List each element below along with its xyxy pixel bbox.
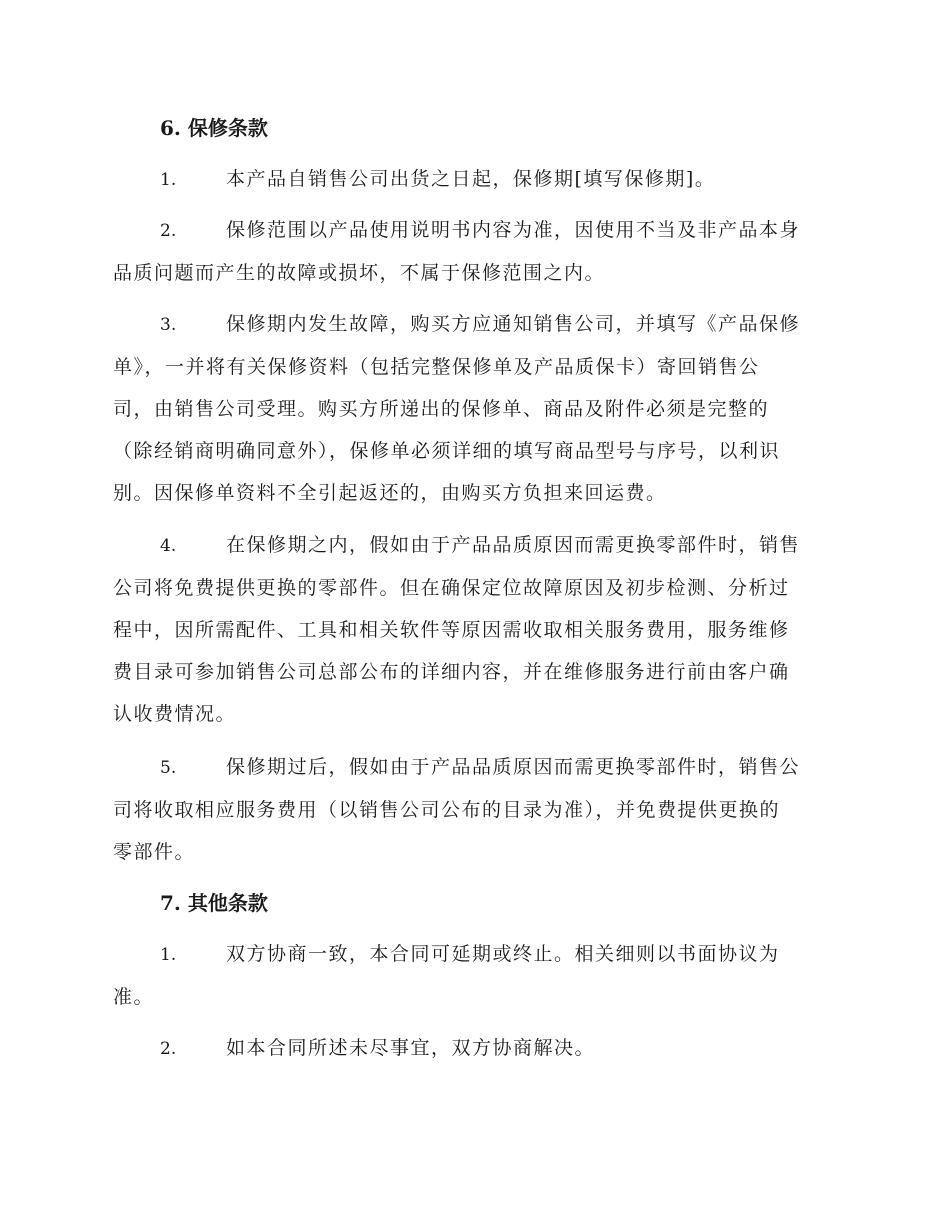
clause-line <box>113 933 853 976</box>
other-clause-2 <box>113 1027 853 1070</box>
clause-text: 在保修期之内，假如由于产品品质原因而需更换零部件时，销售 <box>226 534 801 556</box>
clause-text: 本产品自销售公司出货之日起，保修期[填写保修期]。 <box>226 168 716 190</box>
clause-line <box>113 209 853 252</box>
clause-line: 单》，一并将有关保修资料（包括完整保修单及产品质保卡）寄回销售公 <box>113 356 760 378</box>
section-heading-warranty: 6. 保修条款 <box>160 116 268 140</box>
clause-text: 保修范围以产品使用说明书内容为准，因使用不当及非产品本身 <box>226 219 801 241</box>
warranty-clause-2 <box>113 209 853 294</box>
clause-number: 1. <box>160 945 177 965</box>
clause-number: 2. <box>160 1039 177 1059</box>
clause-line: 司，由销售公司受理。购买方所递出的保修单、商品及附件必须是完整的 <box>113 398 770 420</box>
warranty-clause-4 <box>113 524 853 735</box>
clause-line: 品质问题而产生的故障或损坏，不属于保修范围之内。 <box>113 262 606 284</box>
clause-number: 3. <box>160 315 177 335</box>
clause-line: 别。因保修单资料不全引起返还的，由购买方负担来回运费。 <box>113 482 667 504</box>
warranty-clause-1 <box>113 158 853 201</box>
clause-number: 1. <box>160 170 177 190</box>
clause-line <box>113 303 853 346</box>
clause-line <box>113 158 853 201</box>
clause-number: 5. <box>160 758 177 778</box>
clause-text: 如本合同所述未尽事宜，双方协商解决。 <box>226 1037 596 1059</box>
warranty-clause-3 <box>113 303 853 514</box>
clause-line <box>113 746 853 789</box>
clause-number: 2. <box>160 221 177 241</box>
clause-text: 保修期内发生故障，购买方应通知销售公司，并填写《产品保修 <box>226 313 801 335</box>
clause-line <box>113 524 853 567</box>
clause-number: 4. <box>160 536 177 556</box>
clause-line: 程中，因所需配件、工具和相关软件等原因需收取相关服务费用，服务维修 <box>113 619 790 641</box>
clause-text: 保修期过后，假如由于产品品质原因而需更换零部件时，销售公 <box>226 756 801 778</box>
other-clause-1 <box>113 933 853 1018</box>
clause-line: 认收费情况。 <box>113 703 237 725</box>
clause-line: 费目录可参加销售公司总部公布的详细内容，并在维修服务进行前由客户确 <box>113 661 790 683</box>
clause-line: 公司将免费提供更换的零部件。但在确保定位故障原因及初步检测、分析过 <box>113 577 790 599</box>
clause-line <box>113 1027 853 1070</box>
section-heading-other-terms: 7. 其他条款 <box>160 891 268 915</box>
warranty-clause-5 <box>113 746 853 873</box>
clause-line: 司将收取相应服务费用（以销售公司公布的目录为准），并免费提供更换的 <box>113 799 781 821</box>
clause-line: 准。 <box>113 986 155 1008</box>
clause-line: 零部件。 <box>113 841 196 863</box>
clause-line: （除经销商明确同意外），保修单必须详细的填写商品型号与序号，以利识 <box>113 440 781 462</box>
clause-text: 双方协商一致，本合同可延期或终止。相关细则以书面协议为 <box>226 943 780 965</box>
